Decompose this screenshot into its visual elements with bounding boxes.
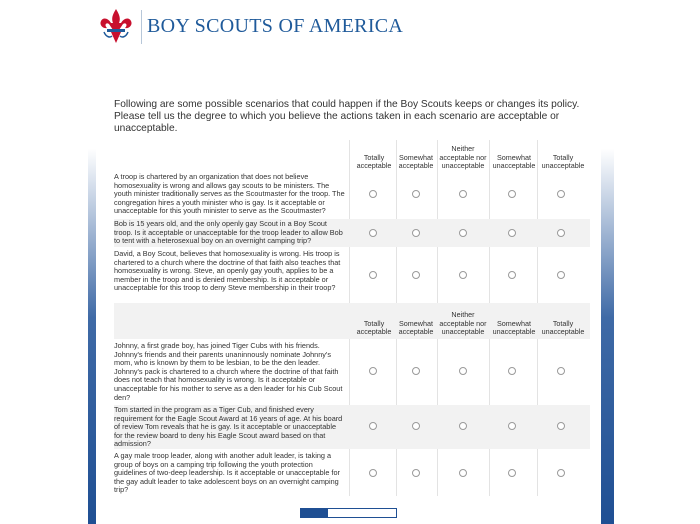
radio-somewhat-acceptable[interactable] xyxy=(412,229,420,237)
radio-totally-acceptable[interactable] xyxy=(369,229,377,237)
question-row xyxy=(114,405,590,449)
radio-somewhat-unacceptable[interactable] xyxy=(508,367,516,375)
radio-somewhat-unacceptable[interactable] xyxy=(508,190,516,198)
radio-totally-acceptable[interactable] xyxy=(369,469,377,477)
question-text: A gay male troop leader, along with another adult leader, is taking a group of boys on a camping trip following the youth protection guidelines of two-deep leadership. Is it acceptable or unacceptable for the gay adult leader to take adolescent boys on an overnight camping trip? xyxy=(114,451,340,495)
radio-somewhat-unacceptable[interactable] xyxy=(508,422,516,430)
radio-somewhat-acceptable[interactable] xyxy=(412,469,420,477)
radio-totally-acceptable[interactable] xyxy=(369,367,377,375)
radio-totally-unacceptable[interactable] xyxy=(557,422,565,430)
radio-neither[interactable] xyxy=(459,422,467,430)
radio-somewhat-acceptable[interactable] xyxy=(412,271,420,279)
column-header: Totally acceptable xyxy=(356,152,392,170)
question-text: A troop is chartered by an organization that does not believe homosexuality is wrong and allows gay scouts to be ministers. The youth minister traditionally serves as the Scoutmaster for the troop. The congregation hires a youth minister who is gay. Is it acceptable or unacceptable for this youth minister to serve as the Scoutmaster? xyxy=(114,172,345,216)
column-header: Somewhat unacceptable xyxy=(492,152,536,170)
question-row xyxy=(114,172,590,217)
survey-intro: Following are some possible scenarios that could happen if the Boy Scouts keeps or changes its policy. Please tell us the degree to which you believe the actions taken in each scenario are acceptable or unacceptable. xyxy=(114,99,580,134)
column-header: Somewhat unacceptable xyxy=(492,318,536,336)
radio-totally-acceptable[interactable] xyxy=(369,422,377,430)
question-row xyxy=(114,451,590,496)
radio-somewhat-acceptable[interactable] xyxy=(412,190,420,198)
radio-totally-unacceptable[interactable] xyxy=(557,469,565,477)
survey-progress-bar xyxy=(300,508,397,518)
column-header: Totally unacceptable xyxy=(541,318,585,336)
radio-neither[interactable] xyxy=(459,190,467,198)
question-text: Johnny, a first grade boy, has joined Tiger Cubs with his friends. Johnny's friends and their parents unaninnously nominate Johnny's mom, who is known by them to be lesbian, to be the den leader. Johnny's pack is chartered to a church where the doctrine of that faith does not teach that homosexuality is wrong. Is it acceptable or unacceptable for his mother to serve as a den leader for his Cub Scout den? xyxy=(114,341,343,402)
question-row xyxy=(114,219,590,247)
radio-neither[interactable] xyxy=(459,469,467,477)
column-header: Totally unacceptable xyxy=(541,152,585,170)
column-headers xyxy=(352,306,590,336)
radio-totally-acceptable[interactable] xyxy=(369,190,377,198)
radio-neither[interactable] xyxy=(459,367,467,375)
column-header: Neither acceptable nor unacceptable xyxy=(439,310,487,336)
question-text: Tom started in the program as a Tiger Cub, and finished every requirement for the Eagle Scout Award at 16 years of age. At his board of review Tom reveals that he is gay. Is it acceptable or unacceptable for the review board to deny his Eagle Scout award based on that admission? xyxy=(114,405,343,449)
question-row xyxy=(114,341,590,403)
radio-somewhat-unacceptable[interactable] xyxy=(508,469,516,477)
radio-somewhat-acceptable[interactable] xyxy=(412,422,420,430)
radio-somewhat-unacceptable[interactable] xyxy=(508,229,516,237)
column-header: Totally acceptable xyxy=(356,318,392,336)
radio-totally-unacceptable[interactable] xyxy=(557,271,565,279)
brand-name: BOY SCOUTS OF AMERICA xyxy=(147,15,404,37)
radio-neither[interactable] xyxy=(459,271,467,279)
question-text: David, a Boy Scout, believes that homosexuality is wrong. His troop is chartered to a church where the doctrine of that faith also teaches that homosexuality is wrong. Steve, an openly gay youth, applies to be a member in the troop and is denied membership. Is it acceptable or unacceptable for this troop to deny Steve membership in their troop? xyxy=(114,249,341,293)
question-row xyxy=(114,249,590,301)
column-header: Somewhat acceptable xyxy=(398,152,434,170)
radio-somewhat-acceptable[interactable] xyxy=(412,367,420,375)
radio-totally-unacceptable[interactable] xyxy=(557,367,565,375)
progress-fill xyxy=(301,509,328,517)
radio-somewhat-unacceptable[interactable] xyxy=(508,271,516,279)
question-text: Bob is 15 years old, and the only openly gay Scout in a Boy Scout troop. Is it acceptable or unacceptable for the troop leader to allow Bob to tent with a heterosexual boy on an overnight camping trip? xyxy=(114,219,343,246)
site-header xyxy=(0,0,700,52)
radio-totally-unacceptable[interactable] xyxy=(557,229,565,237)
brand-divider xyxy=(141,10,142,44)
column-header: Neither acceptable nor unacceptable xyxy=(439,144,487,170)
column-header: Somewhat acceptable xyxy=(398,318,434,336)
radio-totally-acceptable[interactable] xyxy=(369,271,377,279)
radio-totally-unacceptable[interactable] xyxy=(557,190,565,198)
fleur-de-lis-icon xyxy=(98,6,134,46)
column-headers xyxy=(352,140,590,170)
radio-neither[interactable] xyxy=(459,229,467,237)
